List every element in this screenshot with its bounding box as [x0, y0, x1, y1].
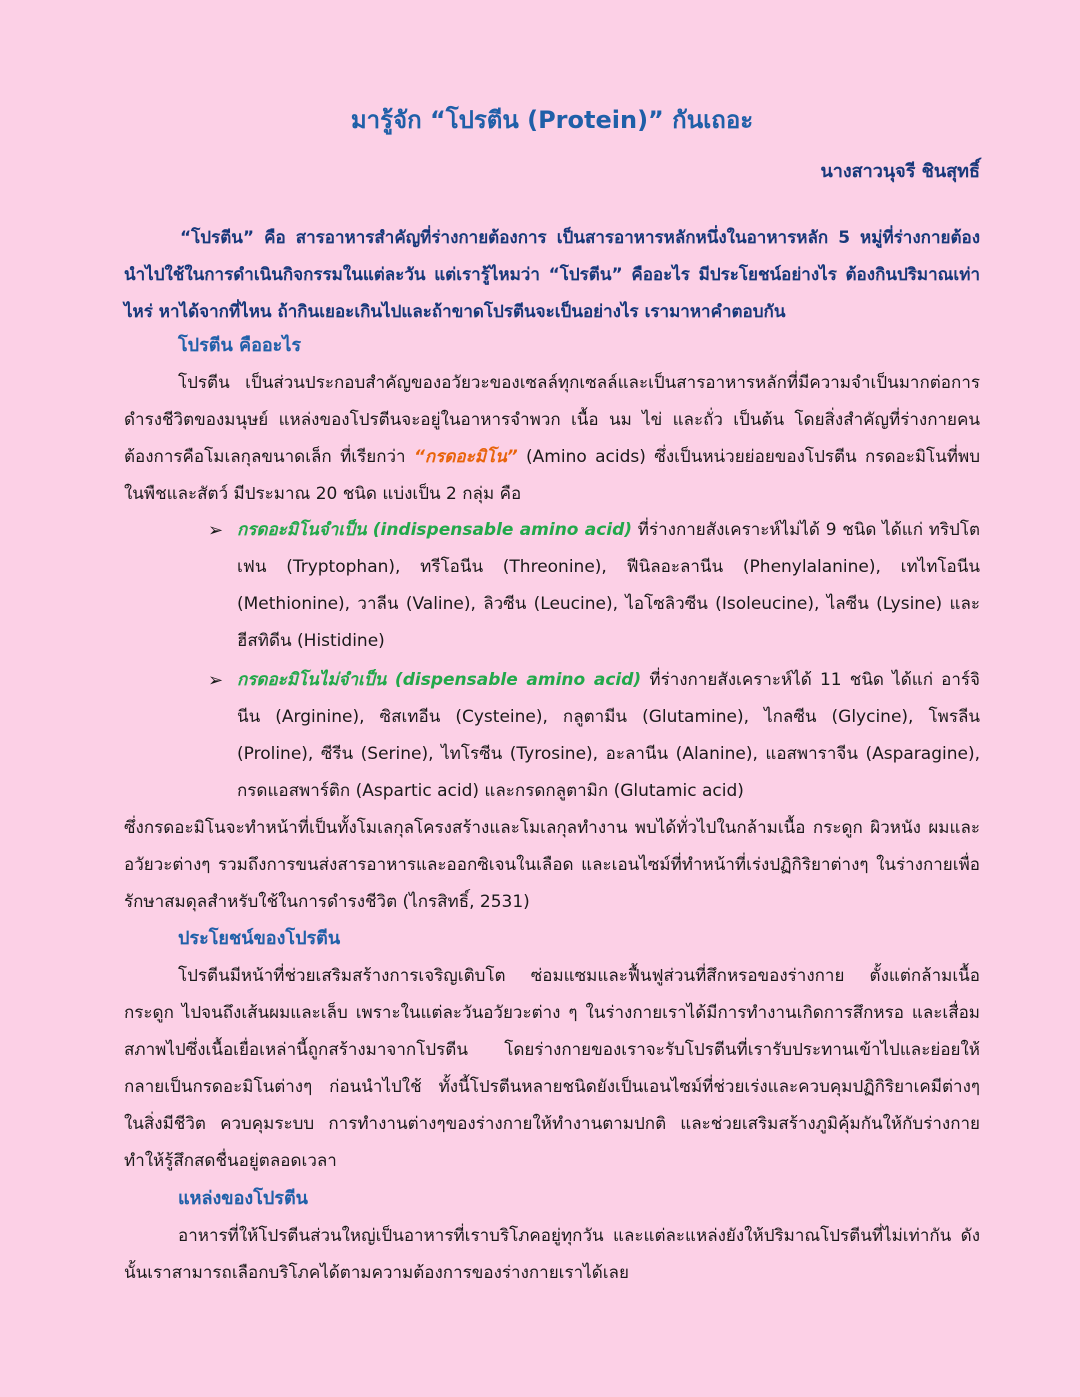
list-item-label: กรดอะมิโนจำเป็น (indispensable amino acid)	[237, 520, 633, 540]
section-heading-sources: แหล่งของโปรตีน	[178, 1188, 308, 1209]
section-paragraph-sources: อาหารที่ให้โปรตีนส่วนใหญ่เป็นอาหารที่เราบริโภคอยู่ทุกวัน และแต่ละแหล่งยังให้ปริมาณโปรตีนที่ไม่เท่ากัน ดังนั้นเราสามารถเลือกบริโภคได้ตามความต้องการของร่างกายเราได้เลย	[124, 1226, 980, 1283]
paragraph-text-after: (Amino acids) ซึ่งเป็นหน่วยย่อยของโปรตีน กรดอะมิโนที่พบในพืชและสัตว์ มีประมาณ 20 ชนิด แบ่งเป็น 2 กลุ่ม คือ	[124, 447, 980, 504]
arrow-bullet-icon: ➢	[208, 520, 224, 541]
paragraph-text-before: โปรตีน เป็นส่วนประกอบสำคัญของอวัยวะของเซลล์ทุกเซลล์และเป็นสารอาหารหลักที่มีความจำเป็นมากต่อการดำรงชีวิตของมนุษย์ แหล่งของโปรตีนจะอยู่ในอาหารจำพวก เนื้อ นม ไข่ และถั่ว เป็นต้น โดยสิ่งสำคัญที่ร่างกายคนต้องการคือโมเลกุลขนาดเล็ก ที่เรียกว่า	[124, 373, 980, 467]
list-item-text	[237, 512, 980, 660]
list-item-text	[237, 662, 980, 810]
section-paragraph-benefits: โปรตีนมีหน้าที่ช่วยเสริมสร้างการเจริญเติบโต ซ่อมแซมและฟื้นฟูส่วนที่สึกหรอของร่างกาย ตั้งแต่กล้ามเนื้อกระดูก ไปจนถึงเส้นผมและเล็บ เพราะในแต่ละวันอวัยวะต่าง ๆ ในร่างกายเราได้มีการทำงานเกิดการสึกหรอ และเสื่อมสภาพไปซึ่งเนื้อเยื่อเหล่านี้ถูกสร้างมาจากโปรตีน โดยร่างกายของเราจะรับโปรตีนที่เรารับประทานเข้าไปและย่อยให้กลายเป็นกรดอะมิโนต่างๆ ก่อนนำไปใช้ ทั้งนี้โปรตีนหลายชนิดยังเป็นเอนไซม์ที่ช่วยเร่งและควบคุมปฏิกิริยาเคมีต่างๆ ในสิ่งมีชีวิต ควบคุมระบบ การทำงานต่างๆของร่างกายให้ทำงานตามปกติ และช่วยเสริมสร้างภูมิคุ้มกันให้กับร่างกายทำให้รู้สึกสดชื่นอยู่ตลอดเวลา	[124, 966, 980, 1171]
amino-acid-highlight: “กรดอะมิโน”	[413, 447, 518, 467]
arrow-bullet-icon: ➢	[208, 670, 224, 691]
list-item-label: กรดอะมิโนไม่จำเป็น (dispensable amino acid)	[237, 670, 642, 690]
document-title: มารู้จัก “โปรตีน (Protein)” กันเถอะ	[350, 106, 754, 134]
list-item-nonessential-amino	[208, 662, 980, 810]
list-item-essential-amino	[208, 512, 980, 660]
list-item-description: ที่ร่างกายสังเคราะห์ได้ 11 ชนิด ได้แก่ อาร์จินีน (Arginine), ซิสเทอีน (Cysteine), กลูตามีน (Glutamine), ไกลซีน (Glycine), โพรลีน (Proline), ซีรีน (Serine), ไทโรซีน (Tyrosine), อะลานีน (Alanine), แอสพาราจีน (Asparagine), กรดแอสพาร์ติก (Aspartic acid) และกรดกลูตามิก (Glutamic acid)	[237, 670, 980, 801]
intro-paragraph: “โปรตีน” คือ สารอาหารสำคัญที่ร่างกายต้องการ เป็นสารอาหารหลักหนึ่งในอาหารหลัก 5 หมู่ที่ร่างกายต้องนำไปใช้ในการดำเนินกิจกรรมในแต่ละวัน แต่เรารู้ไหมว่า “โปรตีน” คืออะไร มีประโยชน์อย่างไร ต้องกินปริมาณเท่าไหร่ หาได้จากที่ไหน ถ้ากินเยอะเกินไปและถ้าขาดโปรตีนจะเป็นอย่างไร เรามาหาคำตอบกัน	[124, 228, 980, 322]
list-item-description: ที่ร่างกายสังเคราะห์ไม่ได้ 9 ชนิด ได้แก่ ทริปโตเฟน (Tryptophan), ทรีโอนีน (Threonine), ฟีนิลอะลานีน (Phenylalanine), เทไทโอนีน (Methionine), วาลีน (Valine), ลิวซีน (Leucine), ไอโซลิวซีน (Isoleucine), ไลซีน (Lysine) และฮีสทิดีน (Histidine)	[237, 520, 981, 651]
author-name: นางสาวนุจรี ชินสุทธิ์	[820, 161, 980, 182]
section-paragraph-what-is-protein	[124, 365, 980, 513]
amino-function-paragraph: ซึ่งกรดอะมิโนจะทำหน้าที่เป็นทั้งโมเลกุลโครงสร้างและโมเลกุลทำงาน พบได้ทั่วไปในกล้ามเนื้อ กระดูก ผิวหนัง ผมและอวัยวะต่างๆ รวมถึงการขนส่งสารอาหารและออกซิเจนในเลือด และเอนไซม์ที่ทำหน้าที่เร่งปฏิกิริยาต่างๆ ในร่างกายเพื่อ รักษาสมดุลสำหรับใช้ในการดำรงชีวิต (ไกรสิทธิ์, 2531)	[124, 818, 980, 912]
section-heading-benefits: ประโยชน์ของโปรตีน	[178, 928, 341, 949]
section-heading-what-is-protein: โปรตีน คืออะไร	[178, 335, 302, 356]
